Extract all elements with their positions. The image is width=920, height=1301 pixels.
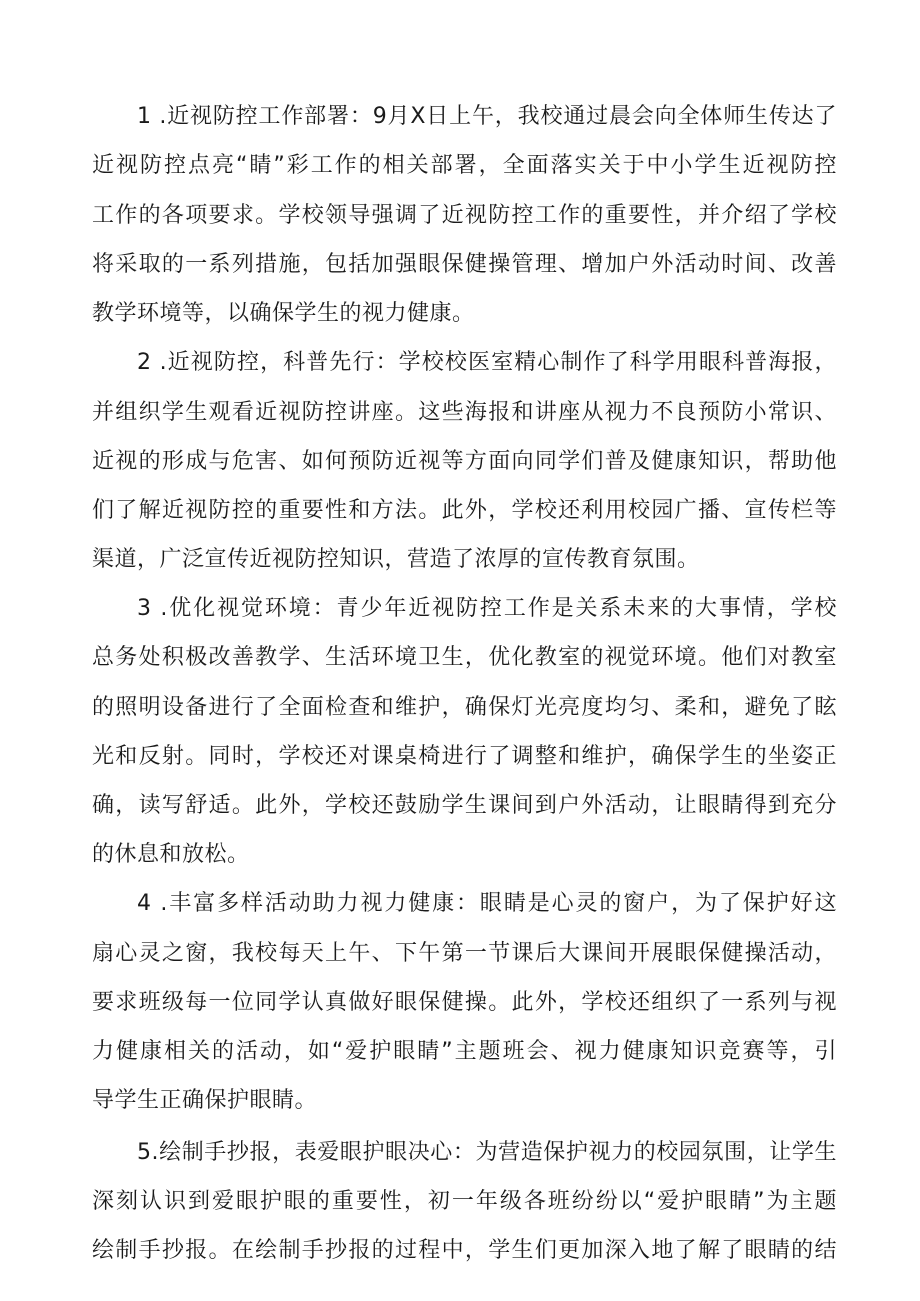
- paragraph-3-line-1: 3 .优化视觉环境：青少年近视防控工作是关系未来的大事情，学校: [137, 596, 837, 621]
- paragraph-1-line-3: 工作的各项要求。学校领导强调了近视防控工作的重要性，并介绍了学校: [92, 203, 837, 228]
- paragraph-5-line-2: 深刻认识到爱眼护眼的重要性，初一年级各班纷纷以“爱护眼睛”为主题: [92, 1189, 837, 1214]
- paragraph-1-line-4: 将采取的一系列措施，包括加强眼保健操管理、增加户外活动时间、改善: [92, 252, 837, 277]
- paragraph-4-line-4: 力健康相关的活动，如“爱护眼睛”主题班会、视力健康知识竞赛等，引: [92, 1039, 837, 1064]
- paragraph-3-line-2: 总务处积极改善教学、生活环境卫生，优化教室的视觉环境。他们对教室: [92, 645, 837, 670]
- paragraph-3-line-4: 光和反射。同时，学校还对课桌椅进行了调整和维护，确保学生的坐姿正: [92, 744, 837, 769]
- paragraph-2-line-2: 并组织学生观看近视防控讲座。这些海报和讲座从视力不良预防小常识、: [92, 400, 837, 425]
- paragraph-3-line-6: 的休息和放松。: [92, 842, 250, 867]
- paragraph-4-line-2: 扇心灵之窗，我校每天上午、下午第一节课后大课间开展眼保健操活动，: [92, 941, 837, 966]
- paragraph-1-line-2: 近视防控点亮“睛”彩工作的相关部署，全面落实关于中小学生近视防控: [92, 153, 837, 178]
- paragraph-4-line-5: 导学生正确保护眼睛。: [92, 1088, 318, 1113]
- paragraph-1-line-1: 1 .近视防控工作部署：9月X日上午，我校通过晨会向全体师生传达了: [137, 104, 837, 129]
- paragraph-3-line-5: 确，读写舒适。此外，学校还鼓励学生课间到户外活动，让眼睛得到充分: [92, 793, 837, 818]
- paragraph-5-line-1: 5.绘制手抄报，表爱眼护眼决心：为营造保护视力的校园氛围，让学生: [137, 1140, 837, 1165]
- paragraph-1-line-5: 教学环境等，以确保学生的视力健康。: [92, 301, 475, 326]
- paragraph-3-line-3: 的照明设备进行了全面检查和维护，确保灯光亮度均匀、柔和，避免了眩: [92, 695, 837, 720]
- paragraph-4-line-1: 4 .丰富多样活动助力视力健康：眼睛是心灵的窗户，为了保护好这: [137, 891, 837, 916]
- paragraph-5-line-3: 绘制手抄报。在绘制手抄报的过程中，学生们更加深入地了解了眼睛的结: [92, 1238, 837, 1263]
- paragraph-2-line-4: 们了解近视防控的重要性和方法。此外，学校还利用校园广播、宣传栏等: [92, 498, 837, 523]
- paragraph-2-line-5: 渠道，广泛宣传近视防控知识，营造了浓厚的宣传教育氛围。: [92, 547, 700, 572]
- paragraph-4-line-3: 要求班级每一位同学认真做好眼保健操。此外，学校还组织了一系列与视: [92, 990, 837, 1015]
- paragraph-2-line-1: 2 .近视防控，科普先行：学校校医室精心制作了科学用眼科普海报，: [137, 350, 837, 375]
- paragraph-2-line-3: 近视的形成与危害、如何预防近视等方面向同学们普及健康知识，帮助他: [92, 449, 837, 474]
